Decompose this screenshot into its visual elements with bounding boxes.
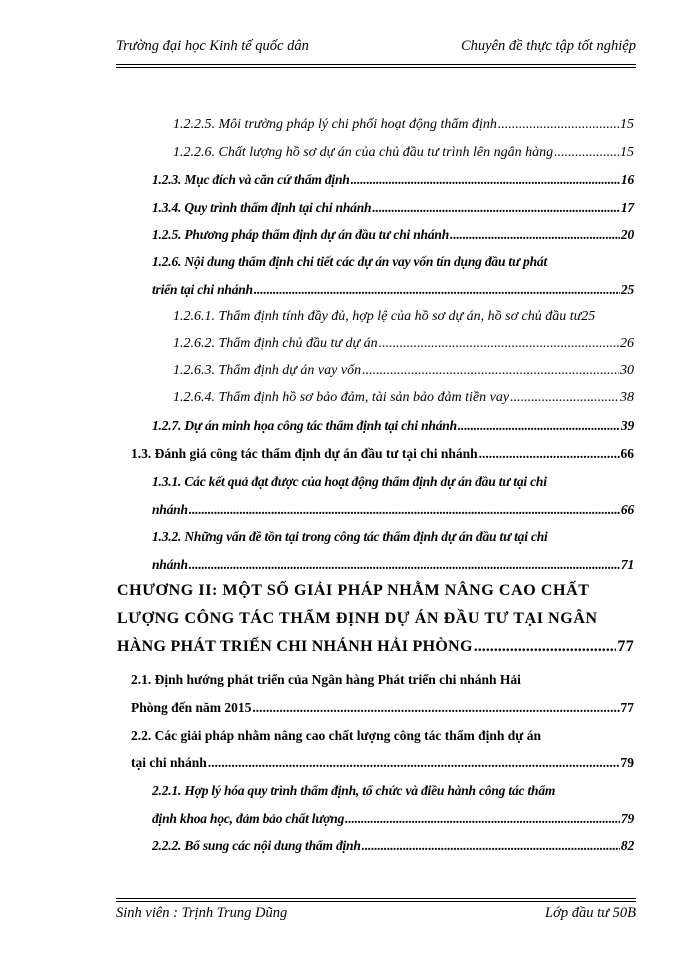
toc-entry[interactable] [152,811,634,827]
toc-entry-title: 1.2.6.3. Thẩm định dự án vay vốn [173,363,362,378]
toc-entry-title: 1.2.3. Mục đích và căn cứ thẩm định [152,172,350,187]
toc-entry-page: 17 [620,200,634,215]
toc-entry-page: 77 [620,700,634,715]
footer-class: Lớp đầu tư 50B [545,905,636,921]
toc-entry-page: 82 [620,838,634,853]
toc-entry[interactable] [173,363,634,379]
header-school: Trường đại học Kinh tế quốc dân [116,38,309,54]
toc-entry-page: 77 [617,638,634,655]
header-rule-thin [116,67,636,68]
page-footer [116,905,636,927]
toc-entry-page: 15 [620,145,634,160]
footer-rule [116,901,636,902]
toc-entry-line1[interactable]: 2.1. Định hướng phát triển của Ngân hàng Phát triển chi nhánh Hải [131,672,521,687]
toc-entry-line1[interactable]: 1.3.2. Những vấn đề tồn tại trong công tác thẩm định dự án đầu tư tại chi [152,529,548,544]
toc-entry-page: 30 [620,363,634,378]
toc-entry[interactable] [152,172,634,188]
toc-entry-title: 1.3.4. Quy trình thẩm định tại chi nhánh [152,200,372,215]
toc-chapter-line1[interactable]: CHƯƠNG II: MỘT SỐ GIẢI PHÁP NHẰM NÂNG CAO CHẤT [117,582,590,599]
toc-entry-title: 2.2.2. Bổ sung các nội dung thẩm định [152,838,361,853]
toc-entry-title: 1.2.2.5. Môi trường pháp lý chi phối hoạt động thẩm định [173,117,497,132]
toc-entry[interactable] [131,446,634,462]
toc-entry[interactable] [173,117,634,133]
toc-entry[interactable] [173,309,634,325]
toc-entry-title: định khoa học, đảm bảo chất lượng [152,811,345,826]
toc-entry-title: 1.3. Đánh giá công tác thẩm định dự án đầu tư tại chi nhánh [131,446,478,461]
toc-entry-page: 38 [620,390,634,405]
toc-entry-title: 1.2.2.6. Chất lượng hồ sơ dự án của chủ đầu tư trình lên ngân hàng [173,145,554,160]
toc-entry-page: 26 [620,336,634,351]
toc-entry-line1[interactable]: 1.2.6. Nội dung thẩm định chi tiết các dự án vay vốn tín dụng đầu tư phát [152,254,548,269]
toc-entry-line1[interactable]: 2.2.1. Hợp lý hóa quy trình thẩm định, tổ chức và điều hành công tác thẩm [152,783,556,798]
toc-entry[interactable] [173,390,634,406]
toc-entry-title: tại chi nhánh [131,755,207,770]
toc-entry-title: 1.2.6.1. Thẩm định tính đầy đủ, hợp lệ của hồ sơ dự án, hồ sơ chủ đầu tư [173,309,582,324]
toc-entry[interactable] [152,557,634,573]
header-rule [116,64,636,65]
toc-entry-title: nhánh [152,502,188,517]
toc-entry[interactable] [152,418,634,434]
toc-entry-title: 1.2.6.4. Thẩm định hồ sơ bảo đảm, tài sản bảo đảm tiền vay [173,390,510,405]
toc-entry[interactable] [131,755,634,771]
toc-entry-page: 20 [620,227,634,242]
toc-chapter-entry[interactable] [117,638,634,656]
toc-entry-page: 79 [620,811,634,826]
footer-rule-thin [116,898,636,899]
toc-entry[interactable] [152,502,634,518]
toc-entry[interactable] [152,838,634,854]
toc-entry-page: 25 [620,282,634,297]
toc-entry-page: 25 [581,309,596,324]
toc-entry[interactable] [131,700,634,716]
toc-entry-page: 15 [620,117,634,132]
toc-entry-line1[interactable]: 1.3.1. Các kết quả đạt được của hoạt động thẩm định dự án đầu tư tại chi [152,474,547,489]
toc-entry[interactable] [152,227,634,243]
toc-entry-title: nhánh [152,557,188,572]
toc-entry-page: 71 [620,557,634,572]
toc-entry-title: 1.2.7. Dự án minh họa công tác thẩm định tại chi nhánh [152,418,457,433]
page-header [116,38,636,64]
toc-chapter-line2[interactable]: LƯỢNG CÔNG TÁC THẨM ĐỊNH DỰ ÁN ĐẦU TƯ TẠI NGÂN [117,610,598,627]
header-report-type: Chuyên đề thực tập tốt nghiệp [460,38,636,54]
toc-entry-title: HÀNG PHÁT TRIỂN CHI NHÁNH HẢI PHÒNG [117,638,473,655]
toc-entry[interactable] [152,282,634,298]
toc-entry[interactable] [173,145,634,161]
toc-entry-title: triển tại chi nhánh [152,282,253,297]
toc-entry-page: 66 [620,502,634,517]
toc-entry-title: Phòng đến năm 2015 [131,700,252,715]
toc-entry[interactable] [152,200,634,216]
toc-entry-page: 79 [620,755,634,770]
toc-entry-title: 1.2.6.2. Thẩm định chủ đầu tư dự án [173,336,378,351]
toc-entry-line1[interactable]: 2.2. Các giải pháp nhằm nâng cao chất lượng công tác thẩm định dự án [131,728,541,743]
footer-student: Sinh viên : Trịnh Trung Dũng [116,905,288,921]
toc-entry-title: 1.2.5. Phương pháp thẩm định dự án đầu tư chi nhánh [152,227,450,242]
toc-entry-page: 16 [620,172,634,187]
toc-entry[interactable] [173,336,634,352]
toc-entry-page: 66 [620,446,634,461]
toc-entry-page: 39 [620,418,634,433]
